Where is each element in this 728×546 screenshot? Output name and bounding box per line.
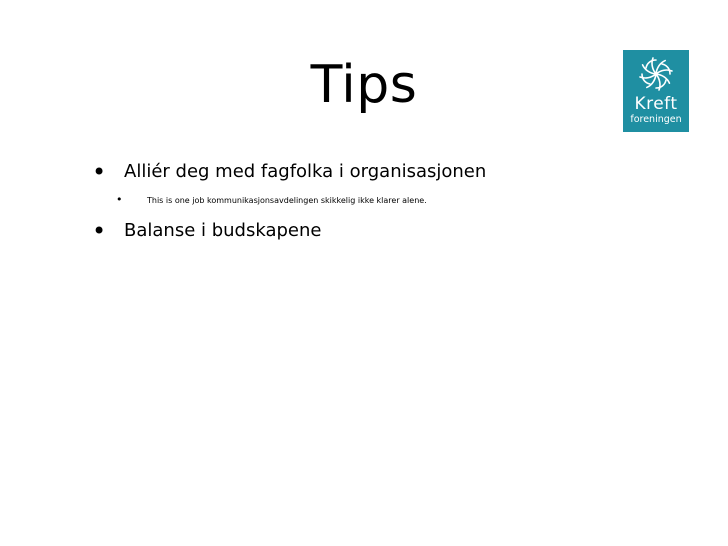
pinwheel-icon	[623, 50, 689, 96]
logo-word-kreft: Kreft	[634, 94, 678, 114]
bullet-text: Balanse i budskapene	[124, 220, 322, 241]
bullet-dot: •	[92, 217, 107, 245]
bullet-text: Alliér deg med fagfolka i organisasjonen	[124, 161, 487, 182]
slide-title: Tips	[310, 55, 418, 115]
bullet-text: This is one job kommunikasjonsavdelingen skikkelig ikke klarer alene.	[147, 196, 427, 205]
bullet-dot: •	[92, 158, 107, 186]
kreftforeningen-logo	[623, 50, 689, 132]
logo-word-foreningen: foreningen	[630, 114, 682, 125]
bullet-dot: •	[116, 193, 123, 206]
